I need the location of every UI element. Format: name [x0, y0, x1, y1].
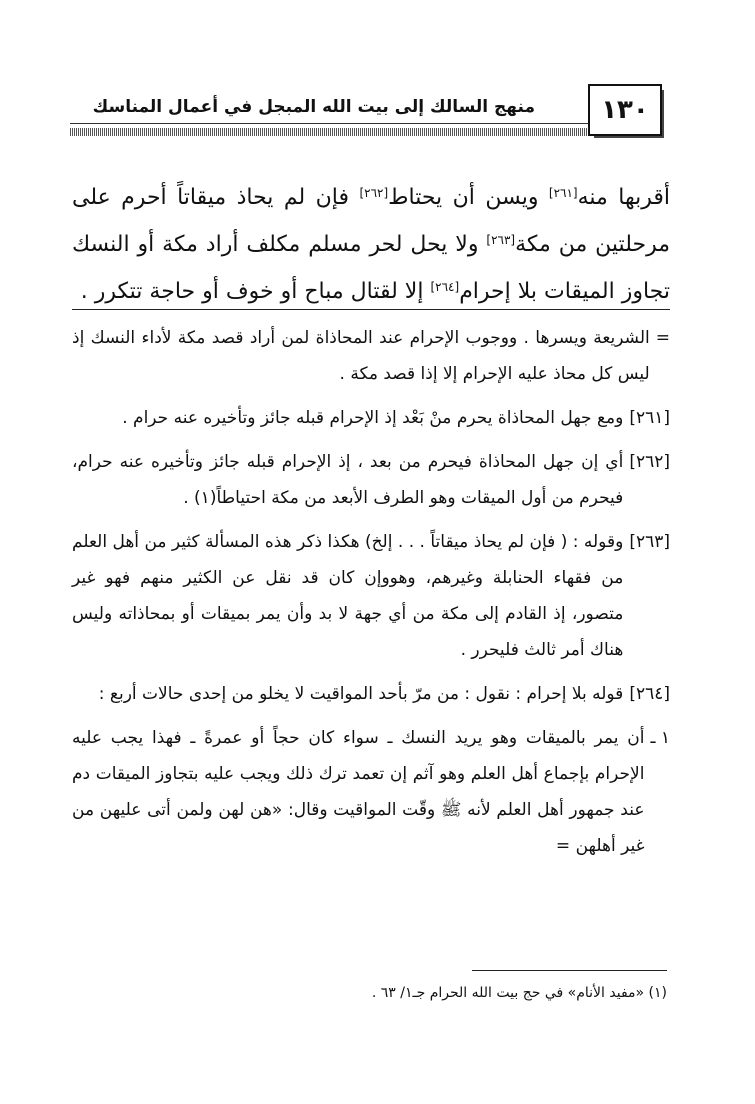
main-paragraph [72, 172, 670, 313]
ref-marker: [٢٦٤] [430, 280, 460, 294]
note-text: الشريعة ويسرها . ووجوب الإحرام عند المحاذاة لمن أراد قصد مكة لأداء النسك إذ ليس كل محاذ عليه الإحرام إلا إذا قصد مكة . [72, 328, 650, 384]
commentary-separator [72, 309, 670, 310]
header-hatched-rule [70, 128, 655, 136]
ref-marker: [٢٦١] [548, 186, 578, 200]
main-text-segment: ولا يحل لحر مسلم مكلف أراد مكة أو النسك تجاوز الميقات بلا إحرام [72, 232, 670, 304]
main-text-segment: ويسن أن يحتاط [388, 185, 549, 210]
main-text-segment: إلا لقتال مباح أو خوف أو حاجة تتكرر . [80, 279, 431, 304]
header-line [70, 123, 655, 124]
note-text: ومع جهل المحاذاة يحرم منْ بَعْد إذ الإحرام قبله جائز وتأخيره عنه حرام . [122, 408, 624, 428]
footnote: (١) «مفيد الأنام» في حج بيت الله الحرام جـ١/ ٦٣ . [371, 985, 667, 1001]
commentary-note [72, 444, 670, 516]
commentary-note [72, 400, 670, 436]
running-title: منهج السالك إلى بيت الله المبجل في أعمال المناسك [92, 97, 535, 117]
commentary [72, 320, 670, 872]
main-text-segment: فإن لم يحاذ ميقاتاً أحرم على مرحلتين من مكة [72, 185, 671, 257]
ref-marker: [٢٦٣] [486, 233, 516, 247]
note-text: أن يمر بالميقات وهو يريد النسك ـ سواء كان حجاً أو عمرةً ـ فهذا يجب عليه الإحرام بإجماع أهل العلم وهو آثم إن تعمد ترك ذلك ويجب عليه بتجاوز الميقات دم عند جمهور أهل العلم لأنه ﷺ وقّت المواقيت وقال: «هن لهن ولمن أتى عليهن من غير أهلهن = [72, 728, 645, 856]
note-number: [٢٦١] [629, 408, 670, 428]
commentary-note [72, 720, 670, 864]
commentary-note [72, 524, 670, 668]
ref-marker: [٢٦٢] [359, 186, 389, 200]
commentary-note [72, 320, 670, 392]
footnote-rule [472, 970, 667, 971]
note-text: أي إن جهل المحاذاة فيحرم من بعد ، إذ الإحرام قبله جائز وتأخيره عنه حرام، فيحرم من أول الميقات وهو الطرف الأبعد من مكة احتياطاً(١) . [72, 452, 624, 508]
main-text [72, 172, 670, 313]
note-number: = [655, 328, 670, 348]
commentary-note [72, 676, 670, 712]
main-text-segment: أقربها منه [577, 185, 670, 210]
note-number: [٢٦٢] [629, 452, 670, 472]
note-number: ١ ـ [650, 728, 670, 748]
note-text: قوله بلا إحرام : نقول : من مرّ بأحد المواقيت لا يخلو من إحدى حالات أربع : [98, 684, 624, 704]
note-text: وقوله : ( فإن لم يحاذ ميقاتاً . . . إلخ) هكذا ذكر هذه المسألة كثير من أهل العلم من فقهاء الحنابلة وغيرهم، وهووإن كان قد نقل عن الكثير منهم فهو غير متصور، إذ القادم إلى مكة من أي جهة لا بد وأن يمر بميقات أو بمحاذاته وليس هناك أمر ثالث فليحرر . [72, 532, 624, 660]
page-number: ١٣٠ [588, 84, 662, 136]
note-number: [٢٦٤] [629, 684, 670, 704]
note-number: [٢٦٣] [629, 532, 670, 552]
